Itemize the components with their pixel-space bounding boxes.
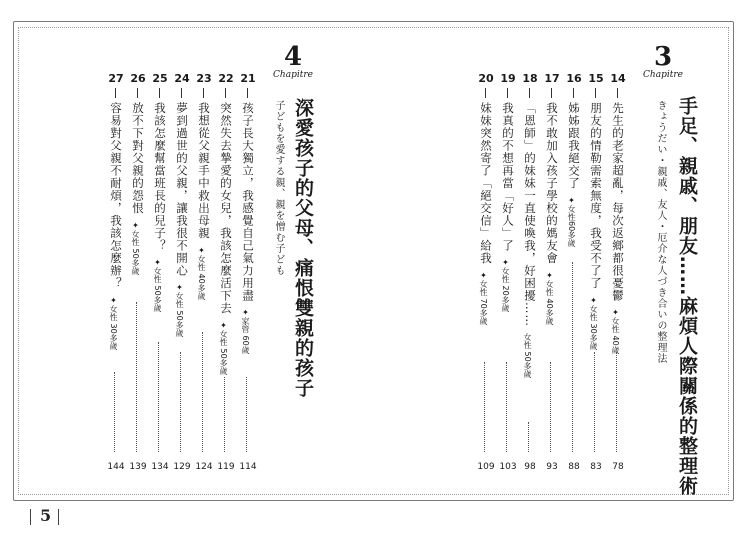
entry-page: 88 (568, 462, 580, 472)
entry-meta: ✦女性 30多歲 (109, 295, 118, 350)
entry-number: 19 (500, 72, 516, 85)
chapter-4-subtitle: 子どもを愛する親、親を憎む子ども (273, 100, 284, 276)
entry-page: 109 (477, 462, 495, 472)
entry-dash (507, 88, 508, 98)
entry-meta: 女性 50多歲 (523, 333, 532, 378)
entry-meta: ✦女性 50多歲 (175, 283, 184, 337)
entry-page: 119 (217, 462, 235, 472)
entry-number: 21 (240, 72, 256, 85)
chapter-3-number: 3 (653, 42, 673, 72)
entry-title: 朋友的情勒需索無度，我受不了了 (589, 102, 603, 290)
entry-dash (551, 88, 552, 98)
entry-dash (159, 88, 160, 98)
leader-dots (202, 332, 207, 452)
entry-meta: ✦家管 60歲 (241, 308, 250, 354)
entry-dash (115, 88, 116, 98)
entry-title: 孩子長大獨立，我感覺自己氣力用盡 (241, 102, 255, 302)
entry-title: 我不敢加入孩子學校的媽友會 (545, 102, 559, 265)
entry-meta: ✦女性 40多歲 (545, 270, 554, 325)
entry-number: 22 (218, 72, 234, 85)
page-number-bar-left (30, 509, 31, 525)
entry-title: 姊姊跟我絕交了 (567, 102, 581, 190)
leader-dots (550, 362, 555, 452)
chapter-4-badge (270, 44, 316, 80)
entry-number: 15 (588, 72, 604, 85)
chapter-3-label: Chapitre (643, 70, 683, 80)
entry-page: 124 (195, 462, 213, 472)
entry-number: 27 (108, 72, 124, 85)
leader-dots (528, 422, 533, 452)
leader-dots (180, 352, 185, 452)
entry-page: 83 (590, 462, 602, 472)
entry-number: 20 (478, 72, 494, 85)
entry-meta: ✦女性 50多歲 (153, 258, 162, 312)
leader-dots (572, 262, 577, 452)
chapter-4-label: Chapitre (273, 70, 313, 80)
entry-number: 26 (130, 72, 146, 85)
entry-meta: ✦女性 30多歲 (589, 295, 598, 350)
entry-meta: ✦女性60多歲 (567, 195, 576, 247)
leader-dots (484, 362, 489, 452)
leader-dots (158, 342, 163, 452)
entry-meta: ✦女性 50多歲 (131, 220, 140, 275)
entry-number: 18 (522, 72, 538, 85)
entry-page: 78 (612, 462, 624, 472)
entry-dash (225, 88, 226, 98)
entry-title: 先生的老家超亂，每次返鄉都很憂鬱 (611, 102, 625, 302)
chapter-3-badge (640, 44, 686, 80)
entry-dash (137, 88, 138, 98)
entry-dash (617, 88, 618, 98)
entry-page: 98 (524, 462, 536, 472)
entry-title: 突然失去摯愛的女兒，我該怎麼活下去 (219, 102, 233, 315)
leader-dots (506, 362, 511, 452)
entry-title: 放不下對父親的怨恨 (131, 102, 145, 215)
entry-meta: ✦女性 40歲 (611, 308, 620, 354)
entry-dash (203, 88, 204, 98)
entry-page: 129 (173, 462, 191, 472)
entry-title: 容易對父親不耐煩，我該怎麼辦？ (109, 102, 123, 290)
entry-page: 114 (239, 462, 257, 472)
entry-meta: ✦女性 20多歲 (501, 258, 510, 312)
leader-dots (594, 352, 599, 452)
entry-page: 139 (129, 462, 147, 472)
entry-number: 23 (196, 72, 212, 85)
entry-number: 16 (566, 72, 582, 85)
entry-number: 24 (174, 72, 190, 85)
leader-dots (136, 302, 141, 452)
entry-meta: ✦女性 70多歲 (479, 270, 488, 325)
entry-dash (181, 88, 182, 98)
entry-meta: ✦女性 50多歲 (219, 320, 228, 375)
chapter-3-subtitle: きょうだい・親戚、友人・厄介な人づき合いの整理法 (655, 100, 666, 364)
entry-title: 我該怎麼幫當班長的兒子？ (153, 102, 167, 252)
page-number: 5 (40, 506, 52, 525)
entry-page: 93 (546, 462, 558, 472)
page-number-bar-right (58, 509, 59, 525)
entry-dash (573, 88, 574, 98)
entry-page: 134 (151, 462, 169, 472)
entry-title: 妹妹突然寄了「絕交信」給我 (479, 102, 493, 265)
entry-title: 「恩師」的妹妹一直使喚我，好困擾…… (523, 102, 537, 327)
entry-dash (485, 88, 486, 98)
leader-dots (616, 352, 621, 452)
entry-dash (595, 88, 596, 98)
entry-meta: ✦女性 40多歲 (197, 245, 206, 300)
entry-page: 144 (107, 462, 125, 472)
entry-title: 我想從父親手中救出母親 (197, 102, 211, 240)
leader-dots (114, 372, 119, 452)
entry-number: 25 (152, 72, 168, 85)
entry-number: 14 (610, 72, 626, 85)
entry-title: 我真的不想再當「好人」了 (501, 102, 515, 252)
leader-dots (246, 377, 251, 452)
entry-page: 103 (499, 462, 517, 472)
chapter-4-number: 4 (283, 42, 303, 72)
entry-number: 17 (544, 72, 560, 85)
chapter-3-title: 手足、親戚、朋友……麻煩人際關係的整理術 (676, 96, 698, 496)
chapter-4-title: 深愛孩子的父母、痛恨雙親的孩子 (292, 98, 314, 398)
entry-title: 夢到過世的父親，讓我很不開心 (175, 102, 189, 277)
entry-dash (247, 88, 248, 98)
leader-dots (224, 377, 229, 452)
entry-dash (529, 88, 530, 98)
